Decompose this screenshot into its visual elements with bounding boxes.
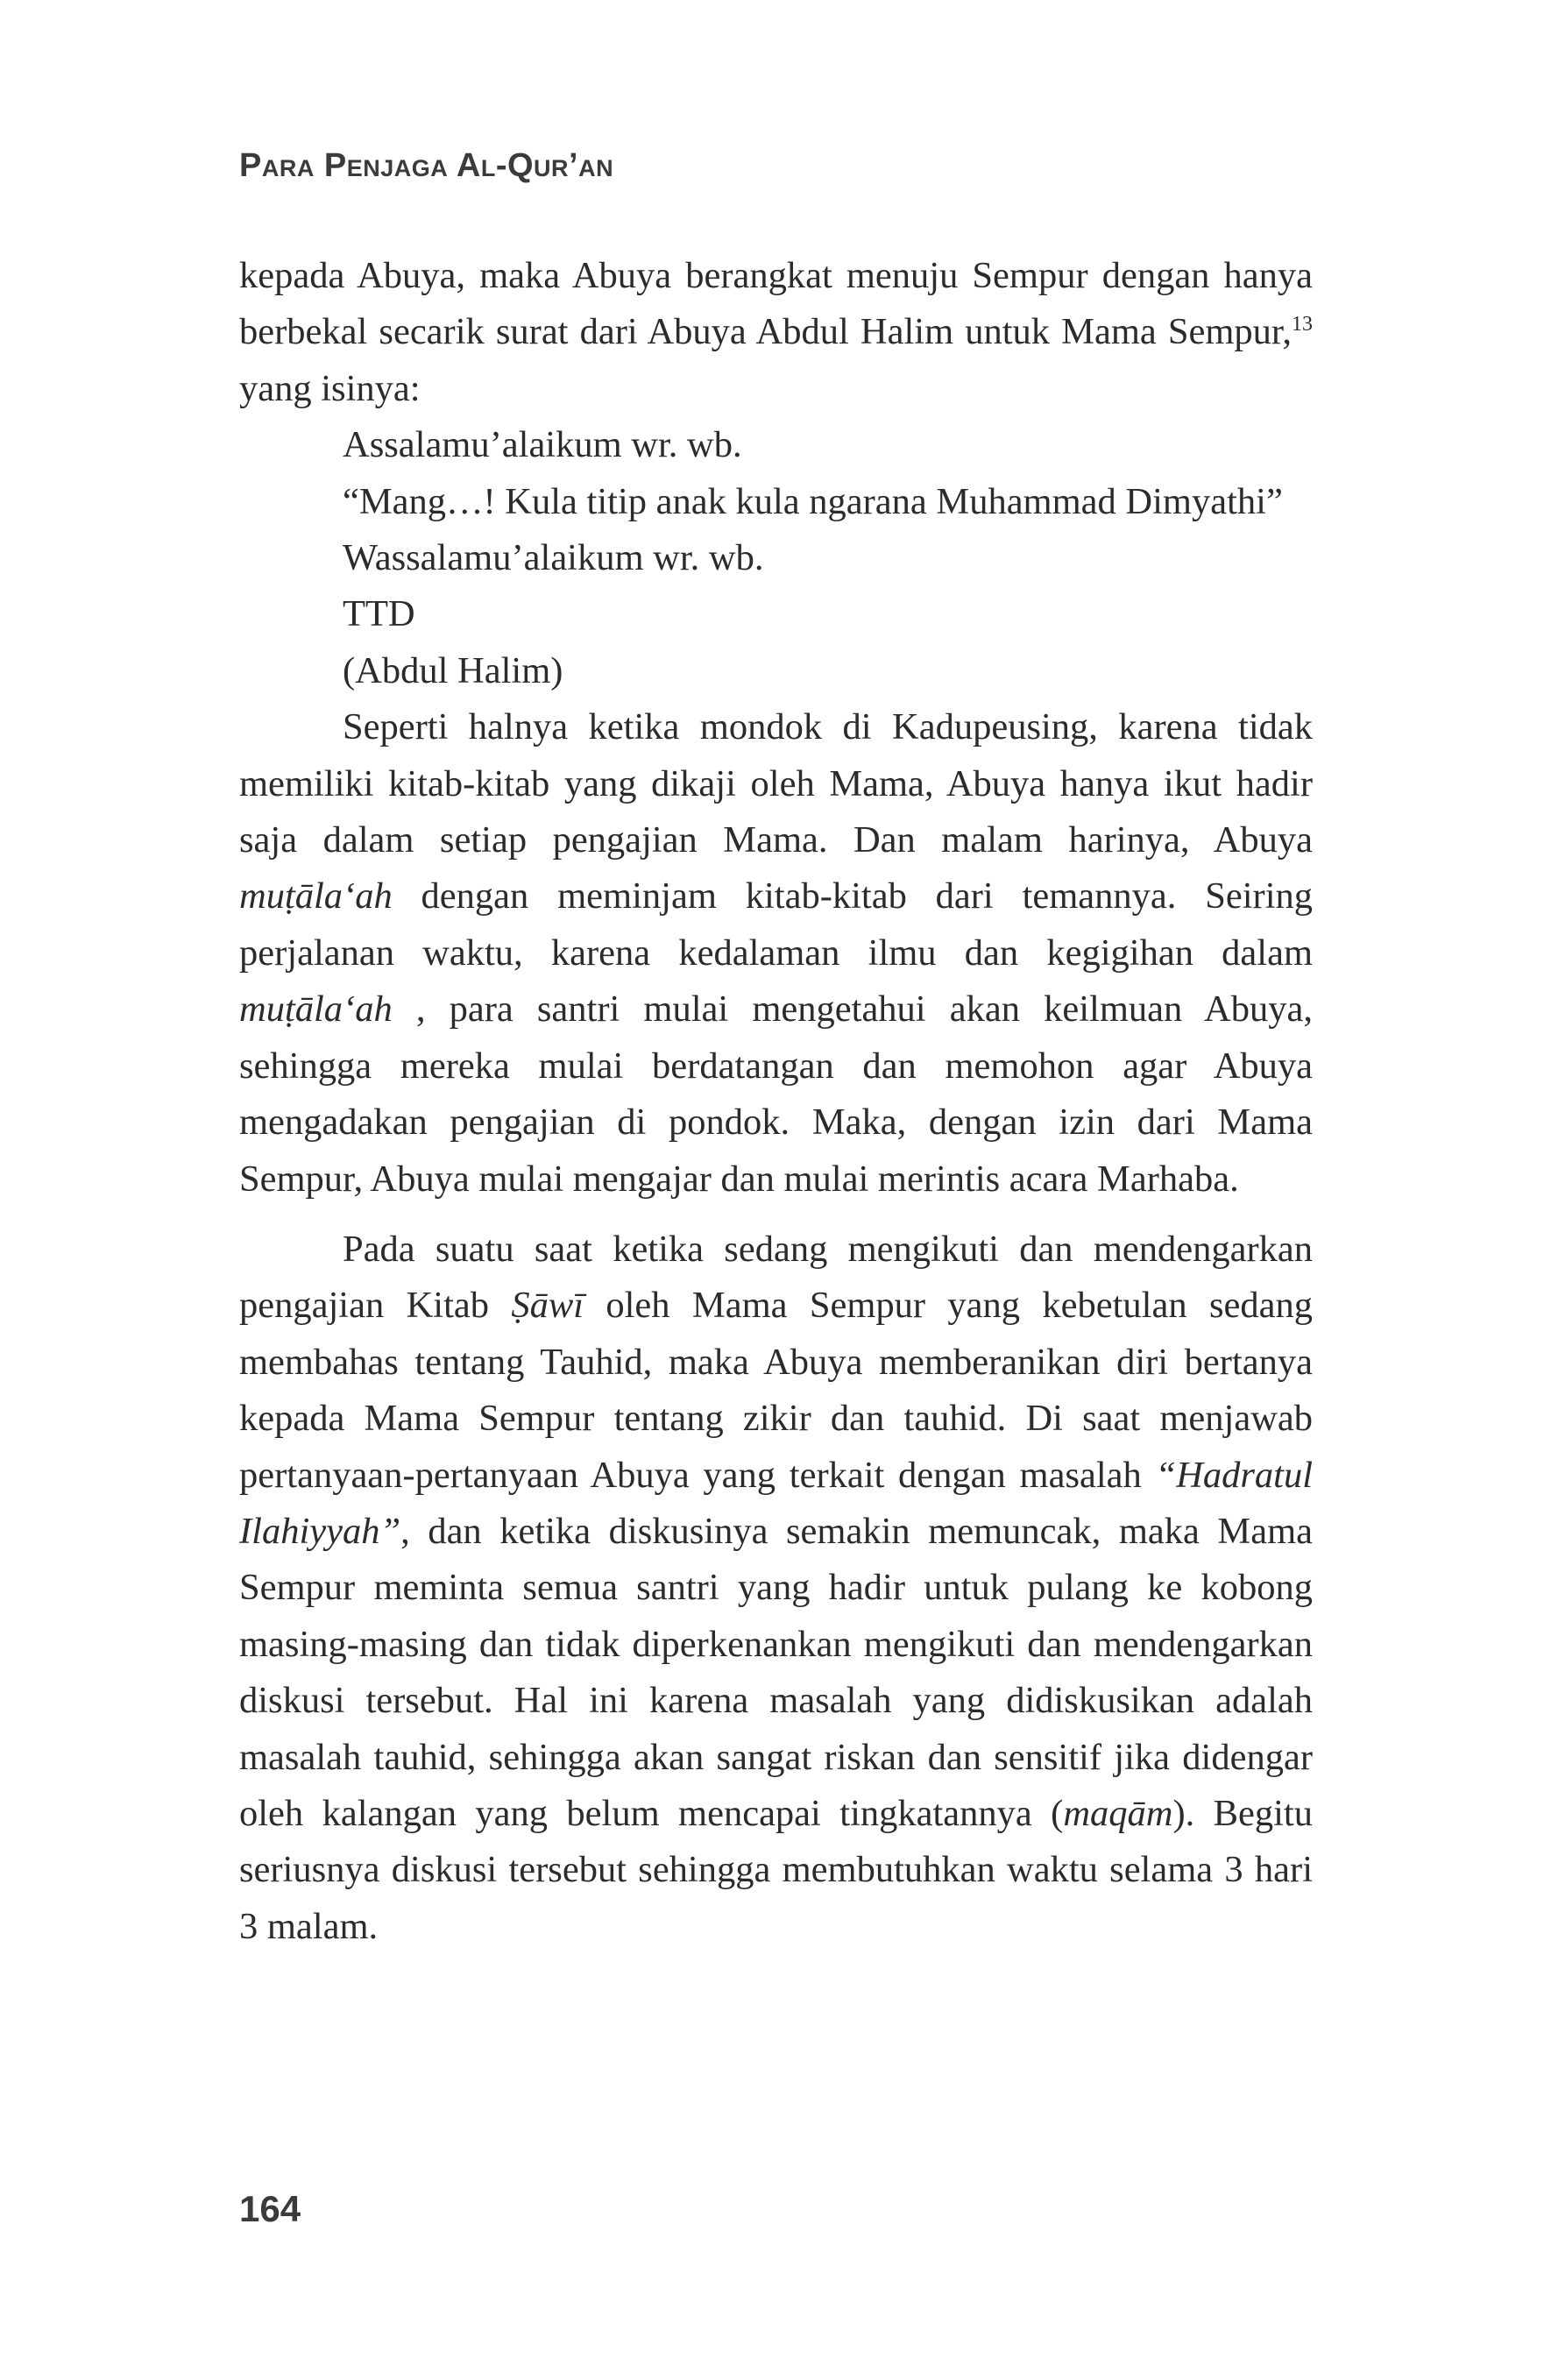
paragraph-intro: [239, 248, 1313, 417]
paragraph-text: , para santri mulai mengetahui akan keilmuan Abuya, sehingga mereka mulai berdatangan dan memohon agar Abuya mengadakan pengajian di pondok. Maka, dengan izin dari Mama Sempur, Abuya mulai mengajar dan mulai merintis acara Marhaba.: [239, 988, 1313, 1200]
paragraph-text: yang isinya:: [239, 367, 421, 409]
paragraph-text: ). Begitu seriusnya diskusi tersebut sehingga membutuhkan waktu selama 3 hari 3 malam.: [239, 1792, 1313, 1947]
italic-term: “Hadratul Ilahiyyah”: [239, 1454, 1313, 1552]
paragraph-text: Pada suatu saat ketika sedang mengikuti dan mendengarkan pengajian Kitab: [239, 1228, 1313, 1327]
letter-signature-mark: TTD: [343, 593, 415, 635]
paragraph-tauhid: [239, 1222, 1313, 1955]
letter-greeting: Assalamu’alaikum wr. wb.: [343, 424, 742, 466]
letter-message: “Mang…! Kula titip anak kula ngarana Muhammad Dimyathi”: [343, 480, 1283, 522]
letter-closing: Wassalamu’alaikum wr. wb.: [343, 537, 764, 579]
running-header: Para Penjaga Al-Qur’an: [239, 147, 614, 184]
letter-signatory: (Abdul Halim): [343, 649, 563, 691]
paragraph-text: Seperti halnya ketika mondok di Kadupeusing, karena tidak memiliki kitab-kitab yang dikaji oleh Mama, Abuya hanya ikut hadir saja dalam setiap pengajian Mama. Dan malam harinya, Abuya: [239, 706, 1313, 861]
italic-term: Ṣāwī: [511, 1285, 584, 1327]
paragraph-text: kepada Abuya, maka Abuya berangkat menuju Sempur dengan hanya berbekal secarik surat dari Abuya Abdul Halim untuk Mama Sempur,: [239, 255, 1313, 353]
page-number: 164: [239, 2188, 301, 2229]
italic-term: muṭāla‘ah: [239, 875, 393, 917]
italic-term: maqām: [1063, 1792, 1173, 1834]
body-text: [239, 248, 1313, 1955]
italic-term: muṭāla‘ah: [239, 988, 393, 1031]
paragraph-text: , dan ketika diskusinya semakin memuncak, maka Mama Sempur meminta semua santri yang hadir untuk pulang ke kobong masing-masing dan tidak diperkenankan mengikuti dan mendengarkan diskusi tersebut. Hal ini karena masalah yang didiskusikan adalah masalah tauhid, sehingga akan sangat riskan dan sensitif jika didengar oleh kalangan yang belum mencapai tingkatannya (: [239, 1510, 1313, 1834]
paragraph-text: oleh Mama Sempur yang kebetulan sedang membahas tentang Tauhid, maka Abuya memberanikan diri bertanya kepada Mama Sempur tentang zikir dan tauhid. Di saat menjawab pertanyaan-pertanyaan Abuya yang terkait dengan masalah: [239, 1285, 1313, 1496]
paragraph-text: dengan meminjam kitab-kitab dari temannya. Seiring perjalanan waktu, karena kedalaman ilmu dan kegigihan dalam: [239, 875, 1313, 974]
paragraph-mutalaah: [239, 699, 1313, 1208]
footnote-ref: 13: [1292, 313, 1313, 336]
